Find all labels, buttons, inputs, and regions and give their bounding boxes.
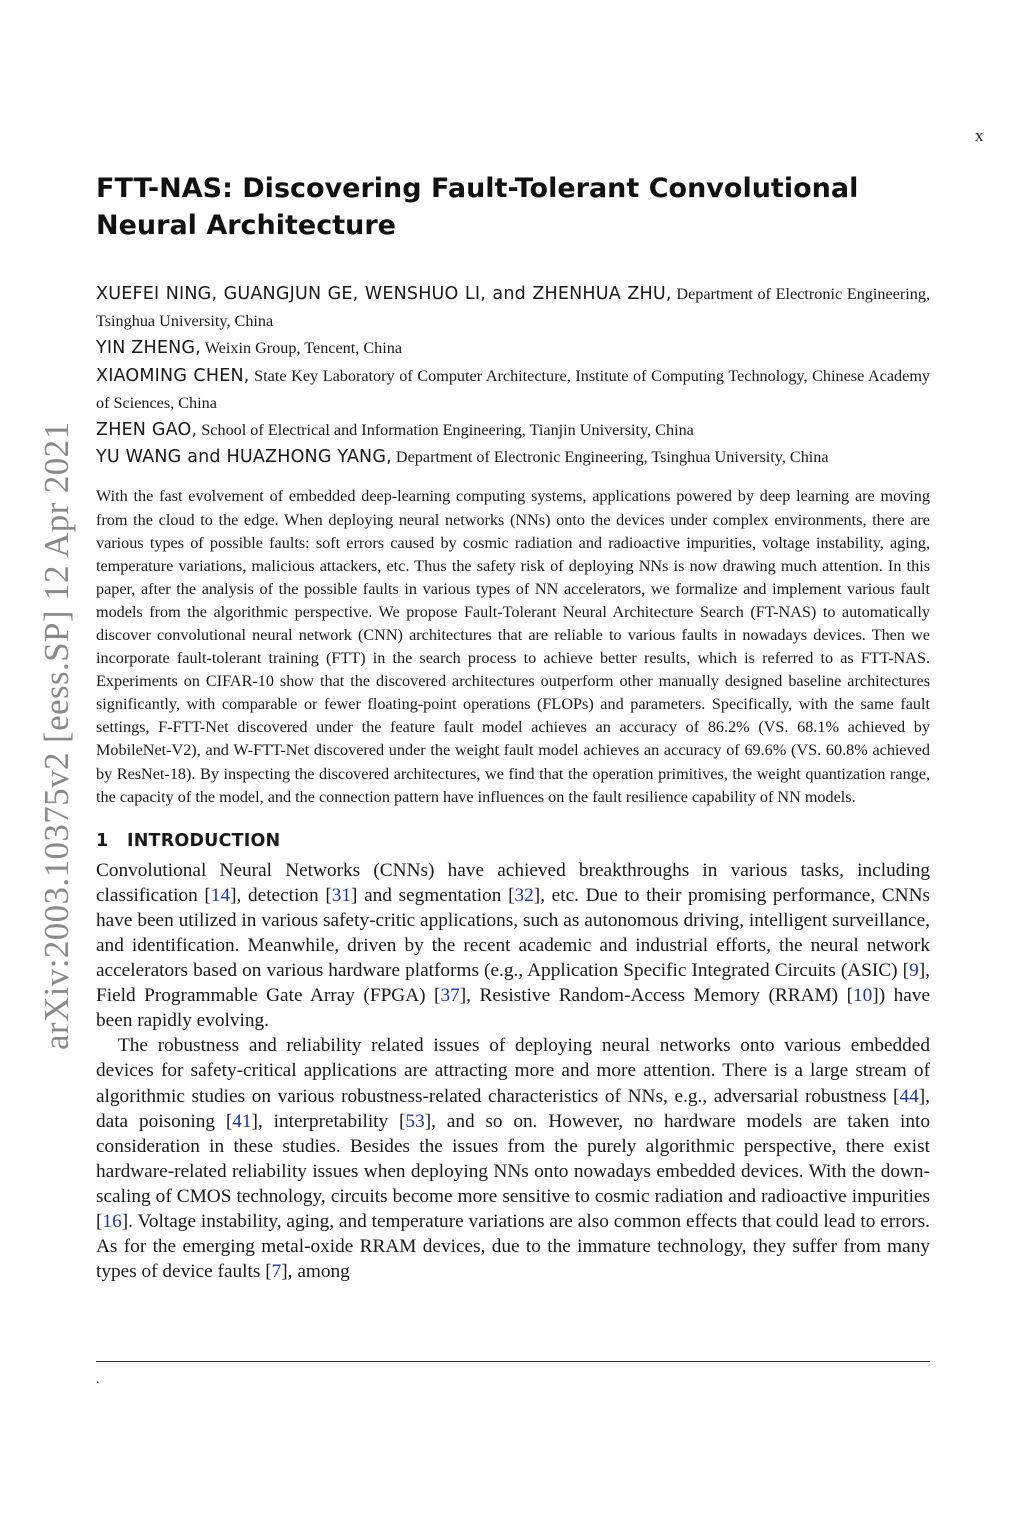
author-line bbox=[96, 363, 930, 417]
citation-link[interactable]: 53 bbox=[405, 1110, 425, 1132]
author-affiliation: State Key Laboratory of Computer Architecture, Institute of Computing Technology, Chinese Academy of Sciences, China bbox=[96, 366, 931, 412]
section-heading bbox=[96, 831, 930, 851]
author-names: XUEFEI NING, GUANGJUN GE, WENSHUO LI, and ZHENHUA ZHU, bbox=[96, 284, 672, 304]
paper-body bbox=[96, 170, 930, 1284]
author-line bbox=[96, 281, 930, 335]
author-line bbox=[96, 444, 930, 471]
author-block bbox=[96, 281, 930, 471]
citation-link[interactable]: 44 bbox=[899, 1085, 919, 1107]
author-names: YIN ZHENG, bbox=[96, 338, 201, 359]
citation-link[interactable]: 32 bbox=[514, 884, 534, 906]
citation-link[interactable]: 14 bbox=[210, 884, 231, 906]
author-names: ZHEN GAO, bbox=[96, 420, 198, 441]
paper-title: FTT-NAS: Discovering Fault-Tolerant Convolutional Neural Architecture bbox=[96, 173, 859, 241]
author-affiliation: School of Electrical and Information Engineering, Tianjin University, China bbox=[201, 421, 694, 440]
footnote-mark: . bbox=[96, 1372, 100, 1387]
citation-link[interactable]: 7 bbox=[271, 1261, 282, 1283]
intro-paragraph-1: Convolutional Neural Networks (CNNs) have achieved breakthroughs in various tasks, including classification [14], detection [31] and segmentation [32], etc. Due to their promising performance, CNNs have been utilized in various safety-critic applications, such as autonomous driving, intelligent surveillance, and identification. Meanwhile, driven by the recent academic and industrial efforts, the neural network accelerators based on various hardware platforms (e.g., Application Specific Integrated Circuits (ASIC) [9], Field Programmable Gate Array (FPGA) [37], Resistive Random-Access Memory (RRAM) [10]) have been rapidly evolving. bbox=[96, 859, 931, 1032]
author-line bbox=[96, 417, 930, 444]
author-line bbox=[96, 335, 930, 362]
citation-link[interactable]: 9 bbox=[909, 960, 919, 982]
author-names: YU WANG and HUAZHONG YANG, bbox=[96, 447, 392, 468]
section-title: INTRODUCTION bbox=[127, 830, 281, 851]
footnote-divider bbox=[96, 1361, 930, 1362]
citation-link[interactable]: 16 bbox=[102, 1211, 122, 1233]
arxiv-identifier: arXiv:2003.10375v2 [eess.SP] 12 Apr 2021 bbox=[37, 421, 76, 1050]
citation-link[interactable]: 37 bbox=[440, 985, 460, 1007]
citation-link[interactable]: 31 bbox=[331, 884, 352, 906]
intro-paragraph-2: The robustness and reliability related issues of deploying neural networks onto various embedded devices for safety-critical applications are attracting more and more attention. There is a large stream of algorithmic studies on various robustness-related characteristics of NNs, e.g., adversarial robustness [44], data poisoning [41], interpretability [53], and so on. However, no hardware models are taken into consideration in these studies. Besides the issues from the purely algorithmic perspective, there exist hardware-related reliability issues when deploying NNs onto nowadays embedded devices. With the down-scaling of CMOS technology, circuits become more sensitive to cosmic radiation and radioactive impurities [16]. Voltage instability, aging, and temperature variations are also common effects that could lead to errors. As for the emerging metal-oxide RRAM devices, due to the immature technology, they suffer from many types of device faults [7], among bbox=[96, 1035, 930, 1283]
author-affiliation: Department of Electronic Engineering, Tsinghua University, China bbox=[96, 285, 930, 331]
author-affiliation: Weixin Group, Tencent, China bbox=[204, 339, 403, 358]
citation-link[interactable]: 41 bbox=[232, 1110, 252, 1132]
author-affiliation: Department of Electronic Engineering, Tsinghua University, China bbox=[395, 448, 829, 467]
abstract: With the fast evolvement of embedded deep-learning computing systems, applications powered by deep learning are moving from the cloud to the edge. When deploying neural networks (NNs) onto the devices under complex environments, there are various types of possible faults: soft errors caused by cosmic radiation and radioactive impurities, voltage instability, aging, temperature variations, malicious attackers, etc. Thus the safety risk of deploying NNs is now drawing much attention. In this paper, after the analysis of the possible faults in various types of NN accelerators, we formalize and implement various fault models from the algorithmic perspective. We propose Fault-Tolerant Neural Architecture Search (FT-NAS) to automatically discover convolutional neural network (CNN) architectures that are reliable to various faults in nowadays devices. Then we incorporate fault-tolerant training (FTT) in the search process to achieve better results, which is referred to as FTT-NAS. Experiments on CIFAR-10 show that the discovered architectures outperform other manually designed baseline architectures significantly, with comparable or fewer floating-point operations (FLOPs) and parameters. Specifically, with the same fault settings, F-FTT-Net discovered under the feature fault model achieves an accuracy of 86.2% (VS. 68.1% achieved by MobileNet-V2), and W-FTT-Net discovered under the weight fault model achieves an accuracy of 69.6% (VS. 60.8% achieved by ResNet-18). By inspecting the discovered architectures, we find that the operation primitives, the weight quantization range, the capacity of the model, and the connection pattern have influences on the fault resilience capability of NN models. bbox=[96, 487, 930, 806]
corner-mark: x bbox=[975, 126, 984, 145]
citation-link[interactable]: 10 bbox=[853, 985, 873, 1007]
author-names: XIAOMING CHEN, bbox=[96, 365, 250, 386]
section-number: 1 bbox=[96, 830, 109, 851]
